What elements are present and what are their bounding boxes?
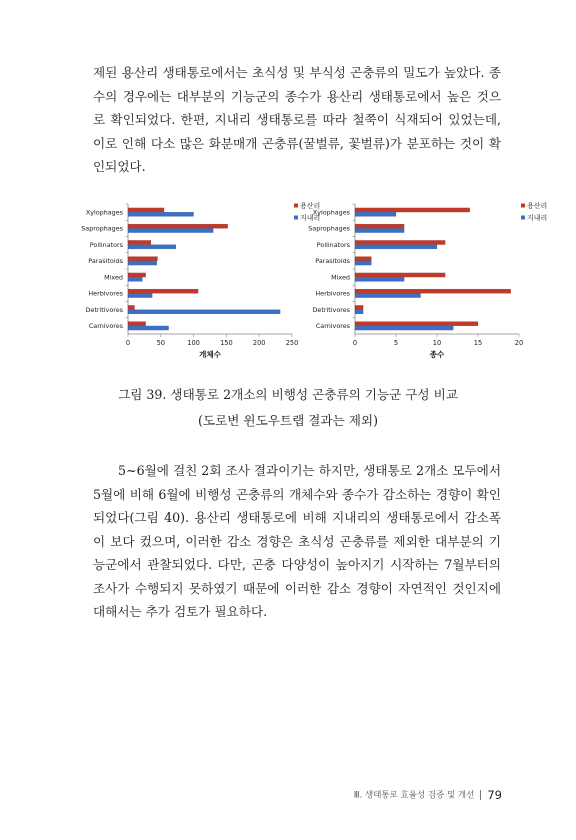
species-bar-series1 <box>355 224 404 228</box>
page-footer <box>354 788 502 802</box>
abundance-bar-series1 <box>128 208 164 212</box>
abundance-category-label: Detritivores <box>85 305 123 314</box>
species-category-label: Pollinators <box>316 240 350 249</box>
abundance-category-label: Saprophages <box>81 224 123 233</box>
abundance-x-tick-label: 200 <box>252 339 266 347</box>
page-number: 79 <box>487 788 502 802</box>
abundance-category-label: Parasitoids <box>88 257 123 266</box>
abundance-x-axis-title: 개체수 <box>199 350 221 359</box>
abundance-category-label: Mixed <box>104 273 123 282</box>
species-bar-series2 <box>355 212 396 216</box>
species-bar-series1 <box>355 257 371 261</box>
abundance-x-tick-label: 0 <box>125 339 131 347</box>
species-x-tick-label: 15 <box>473 339 483 347</box>
species-category-label: Parasitoids <box>315 257 350 266</box>
abundance-bar-series1 <box>128 273 146 277</box>
species-category-label: Xylophages <box>312 208 350 217</box>
abundance-bar-series2 <box>128 245 176 249</box>
species-bar-series1 <box>355 273 445 277</box>
figure-caption: 그림 39. 생태통로 2개소의 비행성 곤충류의 기능군 구성 비교 <box>118 387 458 402</box>
abundance-legend-label: 지내리 <box>300 213 321 222</box>
species-category-label: Herbivores <box>315 289 350 298</box>
species-bar-series1 <box>355 289 511 293</box>
species-bar-series2 <box>355 277 404 281</box>
abundance-bar-series2 <box>128 277 142 281</box>
species-category-label: Detritivores <box>312 305 350 314</box>
body-paragraph-1: 제된 용산리 생태통로에서는 초식성 및 부식성 곤충류의 밀도가 높았다. 종수의 경우에는 대부분의 기능군의 종수가 용산리 생태통로에서 높은 것으로 확인되었다. 한편, 지내리 생태통로를 따라 철쭉이 식재되어 있었는데, 이로 인해 다소 많은 화분매개 곤충류(꿀벌류, 꽃벌류)가 분포하는 것이 확인되었다. <box>93 65 501 174</box>
species-category-label: Mixed <box>331 273 350 282</box>
footer-section-title: Ⅲ. 생태통로 효율성 검증 및 개선 <box>353 790 475 801</box>
abundance-category-label: Carnivores <box>88 322 123 331</box>
abundance-category-label: Herbivores <box>88 289 123 298</box>
chart-species-svg <box>287 196 557 374</box>
abundance-bar-series1 <box>128 305 135 309</box>
species-bar-series1 <box>355 240 445 244</box>
abundance-bar-series2 <box>128 293 152 297</box>
abundance-bar-series1 <box>128 289 198 293</box>
species-bar-series1 <box>355 208 470 212</box>
species-bar-series1 <box>355 305 363 309</box>
species-bar-series2 <box>355 228 404 232</box>
species-x-axis-title: 종수 <box>429 350 445 359</box>
abundance-bar-series2 <box>128 228 213 232</box>
figure-caption-note: (도로변 윈도우트랩 결과는 제외) <box>198 413 378 428</box>
species-bar-series2 <box>355 245 437 249</box>
species-x-tick-label: 0 <box>352 339 358 347</box>
species-bar-series2 <box>355 261 371 265</box>
species-category-label: Carnivores <box>315 322 350 331</box>
species-bar-series2 <box>355 326 453 330</box>
species-legend-label: 용산리 <box>527 201 548 210</box>
abundance-x-tick-label: 250 <box>285 339 299 347</box>
abundance-x-tick-label: 100 <box>187 339 200 347</box>
abundance-bar-series2 <box>128 212 194 216</box>
abundance-bar-series1 <box>128 257 158 261</box>
abundance-category-label: Pollinators <box>89 240 123 249</box>
species-legend-swatch <box>521 216 525 220</box>
chart-species <box>287 196 557 374</box>
abundance-x-tick-label: 50 <box>156 339 165 347</box>
footer-divider <box>480 790 481 800</box>
abundance-legend-label: 용산리 <box>300 201 321 210</box>
species-x-tick-label: 10 <box>432 339 442 347</box>
species-bar-series2 <box>355 310 363 314</box>
abundance-category-label: Xylophages <box>85 208 123 217</box>
abundance-bar-series2 <box>128 326 169 330</box>
abundance-bar-series2 <box>128 261 157 265</box>
species-bar-series2 <box>355 293 421 297</box>
species-legend-label: 지내리 <box>527 213 548 222</box>
body-paragraph-2: 5~6월에 걸친 2회 조사 결과이기는 하지만, 생태통로 2개소 모두에서 5월에 비해 6월에 비행성 곤충류의 개체수와 종수가 감소하는 경향이 확인되었다(그림 40). 용산리 생태통로에 비해 지내리의 생태통로에서 감소폭이 보다 컸으며, 이러한 감소 경향은 초식성 곤충류를 제외한 대부분의 기능군에서 관찰되었다. 다만, 곤충 다양성이 높아지기 시작하는 7월부터의 조사가 수행되지 못하였기 때문에 이러한 감소 경향이 자연적인 것인지에 대해서는 추가 검토가 필요하다. <box>93 463 501 619</box>
abundance-bar-series2 <box>128 310 280 314</box>
abundance-bar-series1 <box>128 322 146 326</box>
abundance-x-tick-label: 150 <box>220 339 233 347</box>
species-category-label: Saprophages <box>308 224 350 233</box>
species-x-tick-label: 5 <box>393 339 399 347</box>
species-bar-series1 <box>355 322 478 326</box>
species-x-tick-label: 20 <box>514 339 524 347</box>
species-legend-swatch <box>521 204 525 208</box>
abundance-bar-series1 <box>128 240 151 244</box>
abundance-bar-series1 <box>128 224 228 228</box>
